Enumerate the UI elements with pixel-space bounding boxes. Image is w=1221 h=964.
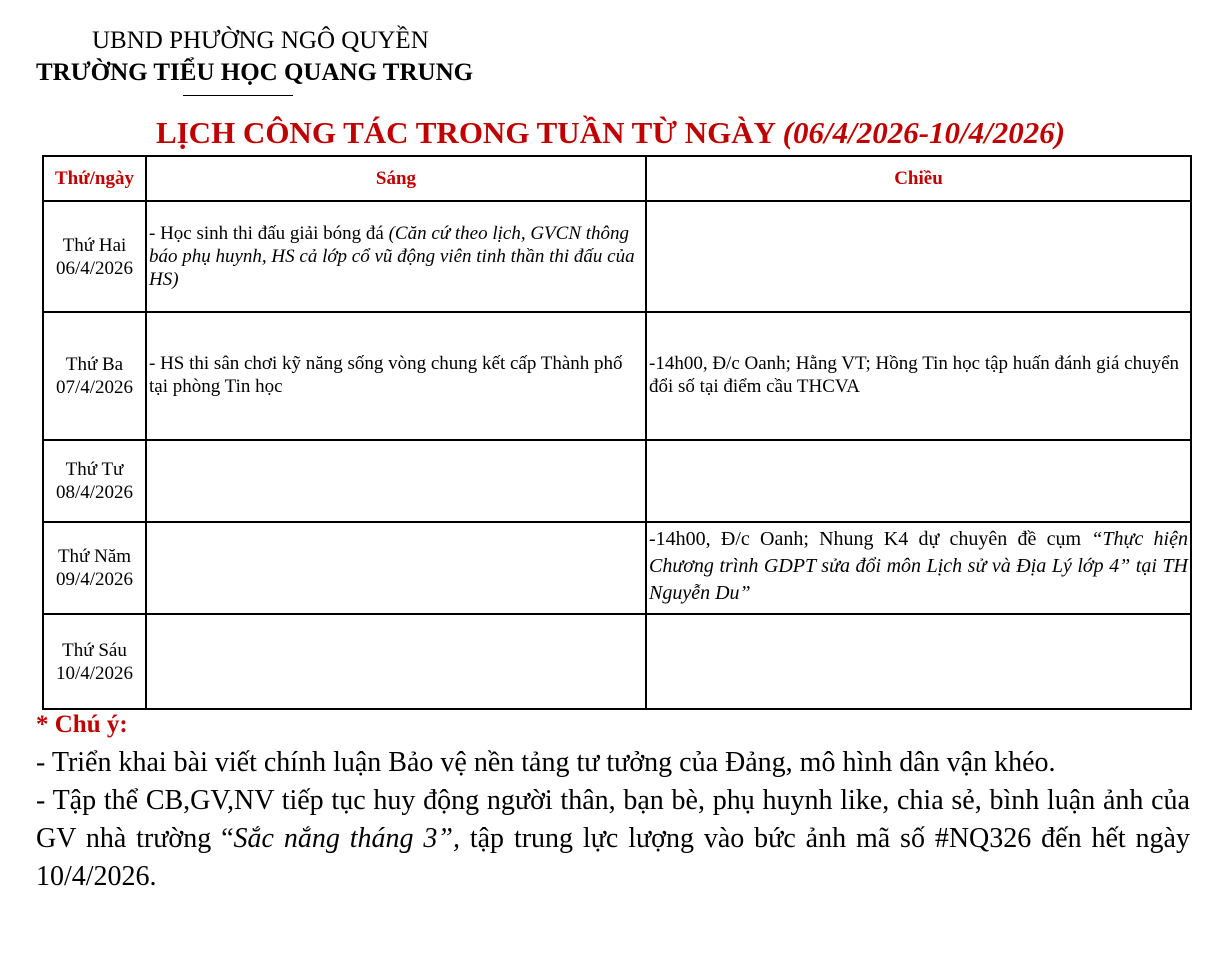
header-underline bbox=[183, 95, 293, 96]
morning-cell bbox=[146, 522, 646, 614]
morning-cell bbox=[146, 440, 646, 522]
header-day: Thứ/ngày bbox=[43, 156, 146, 201]
table-row bbox=[43, 614, 1191, 709]
day-cell bbox=[43, 614, 146, 709]
title-date-range: (06/4/2026-10/4/2026) bbox=[782, 115, 1066, 150]
table-row bbox=[43, 312, 1191, 440]
morning-cell bbox=[146, 201, 646, 312]
afternoon-cell bbox=[646, 440, 1191, 522]
date: 06/4/2026 bbox=[55, 257, 134, 279]
weekday: Thứ Năm bbox=[57, 546, 132, 567]
photo-title: Sắc nắng tháng 3”, bbox=[233, 823, 460, 854]
weekday: Thứ Ba bbox=[65, 354, 124, 375]
weekday: Thứ Sáu bbox=[62, 639, 127, 661]
date: 07/4/2026 bbox=[55, 377, 134, 398]
table-row bbox=[43, 440, 1191, 522]
organization-name: UBND PHƯỜNG NGÔ QUYỀN bbox=[92, 27, 429, 54]
schedule-table bbox=[42, 155, 1192, 710]
morning-text: - HS thi sân chơi kỹ năng sống vòng chung kết cấp Thành phố tại phòng Tin học bbox=[149, 353, 623, 397]
notes-section bbox=[36, 744, 1190, 896]
table-row bbox=[43, 201, 1191, 312]
header-afternoon: Chiều bbox=[646, 156, 1191, 201]
table-header-row bbox=[43, 156, 1191, 201]
day-cell bbox=[43, 440, 146, 522]
note-text: tập trung lực lượng vào bức ảnh mã số #NQ326 đến hết ngày 10/4/2026. bbox=[36, 823, 1190, 892]
morning-note: (Căn cứ theo lịch, GVCN thông báo phụ huynh, HS cả lớp cổ vũ động viên tinh thần thi đấu của HS) bbox=[149, 223, 635, 290]
header-morning: Sáng bbox=[146, 156, 646, 201]
afternoon-cell bbox=[646, 522, 1191, 614]
morning-text: - Học sinh thi đấu giải bóng đá bbox=[149, 223, 389, 244]
weekday: Thứ Tư bbox=[65, 459, 124, 480]
day-cell bbox=[43, 312, 146, 440]
date: 10/4/2026 bbox=[55, 662, 134, 684]
day-cell bbox=[43, 201, 146, 312]
afternoon-text: -14h00, Đ/c Oanh; Hằng VT; Hồng Tin học tập huấn đánh giá chuyển đổi số tại điểm cầu THCVA bbox=[649, 353, 1179, 397]
afternoon-note: “Thực hiện Chương trình GDPT sửa đổi môn Lịch sử và Địa Lý lớp 4” tại TH Nguyễn Du” bbox=[649, 528, 1188, 604]
date: 08/4/2026 bbox=[55, 482, 134, 503]
title-main: LỊCH CÔNG TÁC TRONG TUẦN TỪ NGÀY bbox=[155, 115, 783, 150]
afternoon-cell bbox=[646, 312, 1191, 440]
weekday: Thứ Hai bbox=[62, 234, 127, 256]
table-row bbox=[43, 522, 1191, 614]
note-item bbox=[36, 782, 1190, 896]
morning-cell bbox=[146, 614, 646, 709]
date: 09/4/2026 bbox=[55, 569, 134, 590]
school-name: TRƯỜNG TIỂU HỌC QUANG TRUNG bbox=[36, 59, 474, 86]
afternoon-text: -14h00, Đ/c Oanh; Nhung K4 dự chuyên đề cụm bbox=[649, 528, 1092, 550]
page-title bbox=[0, 114, 1221, 152]
afternoon-cell bbox=[646, 614, 1191, 709]
note-item: - Triển khai bài viết chính luận Bảo vệ nền tảng tư tưởng của Đảng, mô hình dân vận khéo. bbox=[36, 747, 1056, 778]
note-text: - Tập thể CB,GV,NV tiếp tục huy động người thân, bạn bè, phụ huynh like, chia sẻ, bình luận ảnh của GV nhà trường “ bbox=[36, 785, 1190, 854]
notes-heading: * Chú ý: bbox=[36, 711, 128, 738]
day-cell bbox=[43, 522, 146, 614]
morning-cell bbox=[146, 312, 646, 440]
afternoon-cell bbox=[646, 201, 1191, 312]
